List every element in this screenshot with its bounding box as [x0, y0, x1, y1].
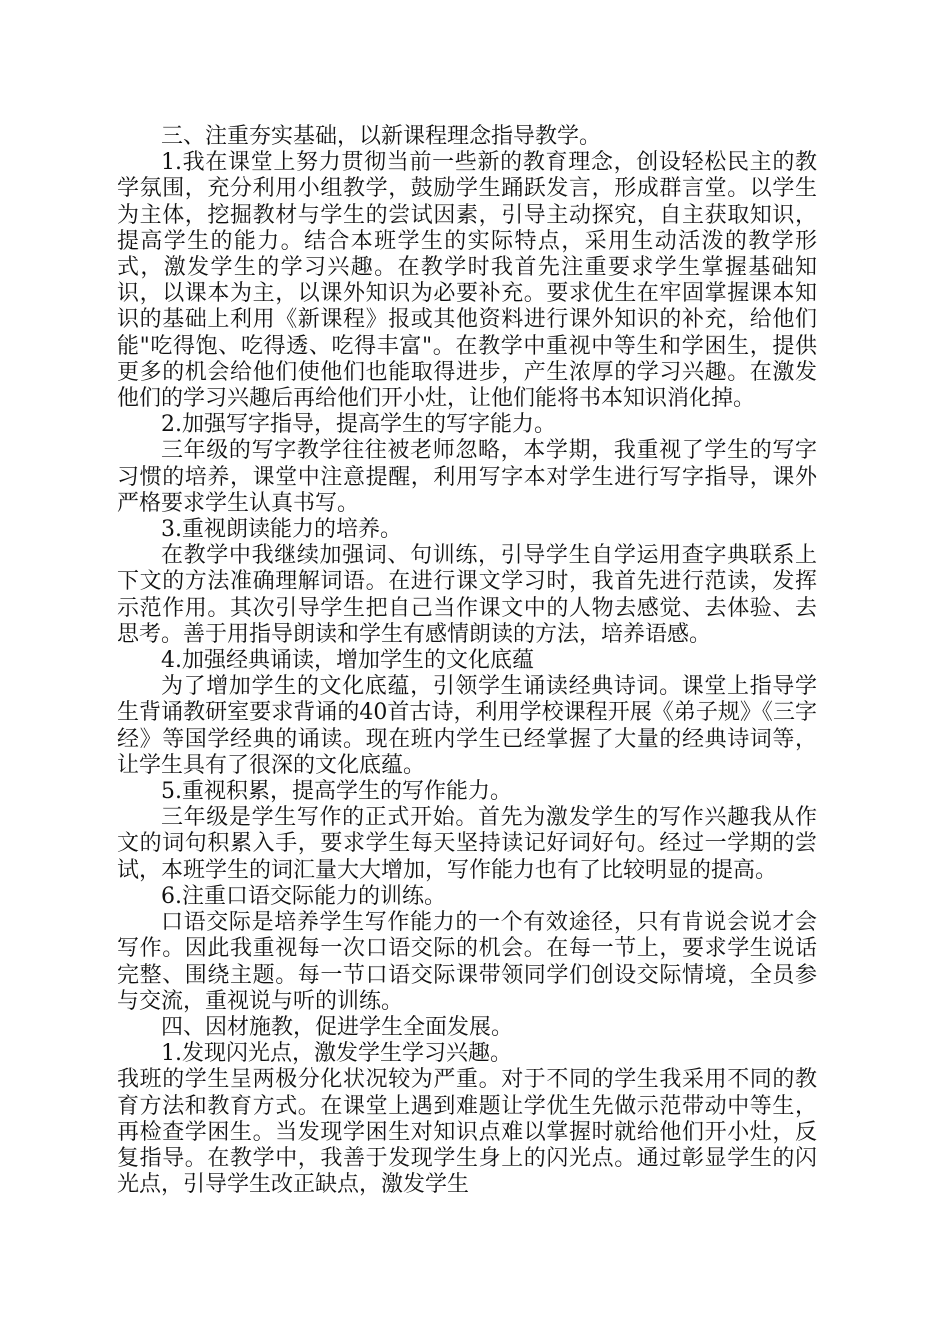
item-3-body: 在教学中我继续加强词、句训练，引导学生自学运用查字典联系上下文的方法准确理解词语。在进行课文学习时，我首先进行范读，发挥示范作用。其次引导学生把自己当作课文中的人物去感觉、去体验、去思考。善于用指导朗读和学生有感情朗读的方法，培养语感。 — [117, 543, 817, 647]
section-heading-3: 三、注重夯实基础，以新课程理念指导教学。 — [161, 124, 602, 149]
item-1-classroom-concepts: 1.我在课堂上努力贯彻当前一些新的教育理念，创设轻松民主的教学氛围，充分利用小组教学，鼓励学生踊跃发言，形成群言堂。以学生为主体，挖掘教材与学生的尝试因素，引导主动探究，自主获取知识，提高学生的能力。结合本班学生的实际特点，采用生动活泼的教学形式，激发学生的学习兴趣。在教学时我首先注重要求学生掌握基础知识，以课本为主，以课外知识为必要补充。要求优生在牢固掌握课本知识的基础上利用《新课程》报或其他资料进行课外知识的补充，给他们能"吃得饱、吃得透、吃得丰富"。在教学中重视中等生和学困生，提供更多的机会给他们使他们也能取得进步，产生浓厚的学习兴趣。在激发他们的学习兴趣后再给他们开小灶，让他们能将书本知识消化掉。 — [117, 150, 817, 412]
item-2-body: 三年级的写字教学往往被老师忽略，本学期，我重视了学生的写字习惯的培养，课堂中注意提醒，利用写字本对学生进行写字指导，课外严格要求学生认真书写。 — [117, 438, 817, 516]
sub-item-1-heading: 1.发现闪光点，激发学生学习兴趣。 — [161, 1041, 512, 1067]
item-6-body: 口语交际是培养学生写作能力的一个有效途径，只有肯说会说才会写作。因此我重视每一次口语交际的机会。在每一节上，要求学生说话完整、围绕主题。每一节口语交际课带领同学们创设交际情境，全员参与交流，重视说与听的训练。 — [117, 910, 817, 1014]
item-3-heading-reading: 3.重视朗读能力的培养。 — [161, 517, 402, 543]
section-heading-4: 四、因材施教，促进学生全面发展。 — [161, 1014, 514, 1040]
item-4-body: 为了增加学生的文化底蕴，引领学生诵读经典诗词。课堂上指导学生背诵教研室要求背诵的40首古诗，利用学校课程开展《弟子规》《三字经》等国学经典的诵读。现在班内学生已经掌握了大量的经典诗词等，让学生具有了很深的文化底蕴。 — [117, 674, 817, 778]
item-6-heading-oral: 6.注重口语交际能力的训练。 — [161, 883, 446, 909]
item-5-heading-accumulation: 5.重视积累，提高学生的写作能力。 — [161, 779, 512, 805]
item-2-heading-writing: 2.加强写字指导，提高学生的写字能力。 — [161, 412, 556, 438]
sub-item-1-body: 我班的学生呈两极分化状况较为严重。对于不同的学生我采用不同的教育方法和教育方式。在课堂上遇到难题让学优生先做示范带动中等生，再检查学困生。当发现学困生对知识点难以掌握时就给他们开小灶，反复指导。在教学中，我善于发现学生身上的闪光点。通过彰显学生的闪光点，引导学生改正缺点，激发学生 — [117, 1067, 817, 1198]
item-4-heading-classics: 4.加强经典诵读，增加学生的文化底蕴 — [161, 648, 534, 674]
document-page — [117, 124, 817, 1198]
item-5-body: 三年级是学生写作的正式开始。首先为激发学生的写作兴趣我从作文的词句积累入手，要求学生每天坚持读记好词好句。经过一学期的尝试，本班学生的词汇量大大增加，写作能力也有了比较明显的提高。 — [117, 805, 817, 883]
